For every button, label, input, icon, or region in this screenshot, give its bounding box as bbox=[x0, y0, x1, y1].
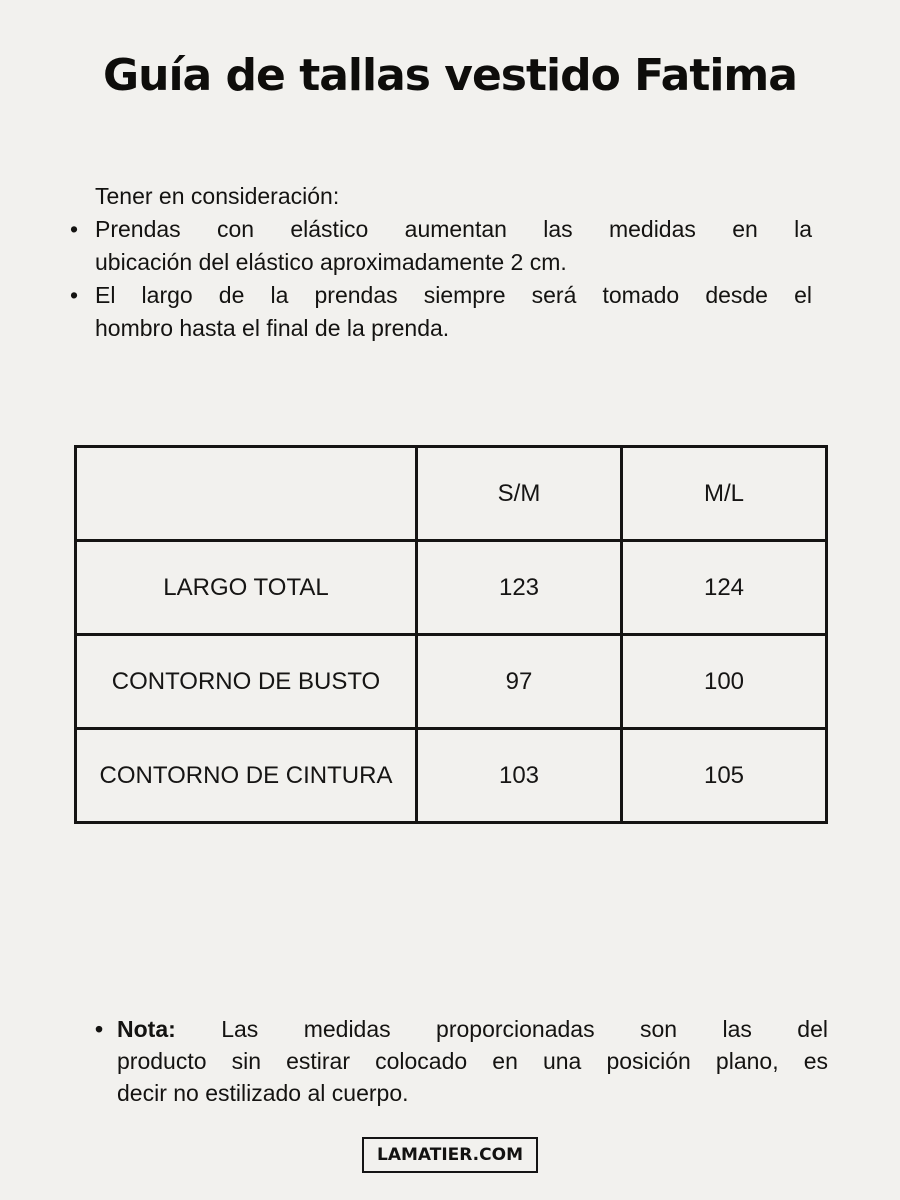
table-header-row bbox=[76, 447, 827, 541]
table-row-contorno-cintura bbox=[76, 729, 827, 823]
value-ml: 100 bbox=[622, 635, 827, 729]
bullet-icon: • bbox=[70, 216, 79, 242]
value-sm: 123 bbox=[417, 541, 622, 635]
value-sm: 103 bbox=[417, 729, 622, 823]
considerations-section bbox=[70, 180, 812, 345]
note-text bbox=[117, 1013, 828, 1109]
table-header-cell-ml: M/L bbox=[622, 447, 827, 541]
note-section bbox=[95, 1013, 828, 1109]
bullet-icon: • bbox=[70, 282, 79, 308]
table-row-largo-total bbox=[76, 541, 827, 635]
value-ml: 105 bbox=[622, 729, 827, 823]
value-sm: 97 bbox=[417, 635, 622, 729]
consideration-line: ubicación del elástico aproximadamente 2 cm. bbox=[95, 249, 567, 275]
note-line: Nota: Las medidas proporcionadas son las del bbox=[117, 1016, 829, 1042]
size-table bbox=[74, 445, 828, 824]
considerations-heading: Tener en consideración: bbox=[95, 183, 340, 209]
note-label: Nota: bbox=[117, 1016, 176, 1042]
consideration-item bbox=[70, 279, 812, 345]
page-title: Guía de tallas vestido Fatima bbox=[103, 50, 797, 101]
value-ml: 124 bbox=[622, 541, 827, 635]
row-label: CONTORNO DE BUSTO bbox=[76, 635, 417, 729]
table-row-contorno-busto bbox=[76, 635, 827, 729]
note-line: producto sin estirar colocado en una posición plano, es bbox=[117, 1048, 828, 1074]
consideration-line: El largo de la prendas siempre será tomado desde el bbox=[95, 282, 812, 308]
consideration-item bbox=[70, 213, 812, 279]
note-line: decir no estilizado al cuerpo. bbox=[117, 1080, 409, 1106]
row-label: CONTORNO DE CINTURA bbox=[76, 729, 417, 823]
consideration-line: hombro hasta el final de la prenda. bbox=[95, 315, 450, 341]
row-label: LARGO TOTAL bbox=[76, 541, 417, 635]
bullet-icon: • bbox=[95, 1016, 104, 1042]
brand-badge bbox=[362, 1137, 538, 1173]
brand-label: LAMATIER.COM bbox=[377, 1145, 523, 1165]
table-header-cell-sm: S/M bbox=[417, 447, 622, 541]
consideration-item-text bbox=[95, 279, 812, 345]
consideration-item-text bbox=[95, 213, 812, 279]
table-header-cell-empty bbox=[76, 447, 417, 541]
consideration-line: Prendas con elástico aumentan las medidas en la bbox=[95, 216, 812, 242]
